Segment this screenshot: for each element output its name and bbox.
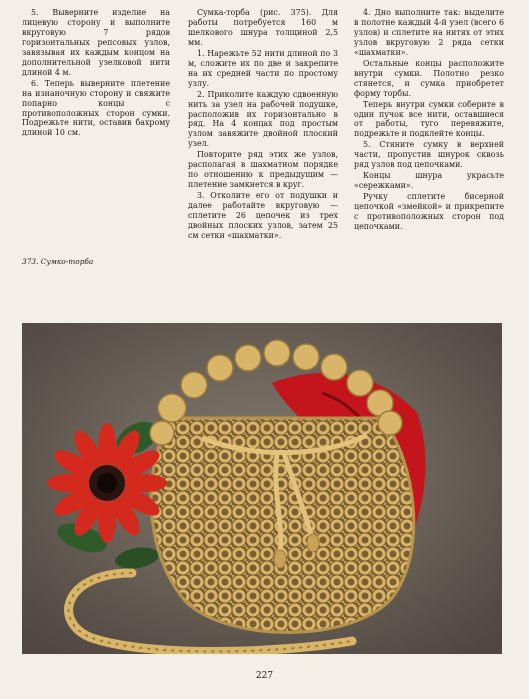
paragraph: 3. Отколите его от подушки и далее работайте вкруговую — сплетите 26 цепочек из трех двойных плоских узлов, затем 25 см сетки «шахматки». [188, 191, 338, 240]
paragraph: 6. Теперь выверните плетение на изнаночную сторону и свяжите попарно концы с противоположных сторон сумки. Подрежьте нити, оставив бахрому длиной 10 см. [22, 78, 170, 138]
paragraph: Теперь внутри сумки соберите в один пучок все нити, оставшиеся от работы, туго перевяжите, подрежьте и подклейте концы. [354, 99, 504, 139]
text-column-1 [22, 8, 170, 139]
text-column-3 [354, 8, 504, 233]
text-column-2 [188, 8, 338, 242]
paragraph: Концы шнура украсьте «сережками». [354, 171, 504, 191]
figure-caption: 373. Сумко-торба [22, 257, 94, 266]
page-number: 227 [255, 671, 274, 681]
tassel [274, 550, 286, 568]
paragraph: 4. Дно выполните так: выделите в полотне каждый 4-й узел (всего 6 узлов) и сплетите на нитях от этих узлов вкруговую 2 ряда сетки «шахматки». [354, 8, 504, 57]
paragraph: 5. Стяните сумку в верхней части, пропустив шнурок сквозь ряд узлов под цепочками. [354, 140, 504, 170]
paragraph: 5. Выверните изделие на лицевую сторону и выполните вкруговую 7 рядов горизонтальных репсовых узлов, завязывая их каждым концом на дополнительной узелковой нити длиной 4 м. [22, 8, 170, 77]
paragraph: 2. Приколите каждую сдвоенную нить за узел на рабочей подушке, расположив их горизонтально в ряд. На 4 концах под простым узлом завяжите двойной плоский узел. [188, 89, 338, 149]
paragraph: Сумка-торба (рис. 375). Для работы потребуется 160 м шелкового шнура толщиной 2,5 мм. [188, 8, 338, 47]
paragraph: Остальные концы расположите внутри сумки. Полотно резко стянется, и сумка приобретет форму торбы. [354, 58, 504, 98]
paragraph: 1. Нарежьте 52 нити длиной по 3 м, сложите их по две и закрепите на их средней части по простому узлу. [188, 48, 338, 88]
paragraph: Повторите ряд этих же узлов, располагая в шахматном порядке по отношению к предыдущим — плетение замкнется в круг. [188, 150, 338, 190]
bag-illustration [22, 323, 502, 654]
paragraph: Ручку сплетите бисерной цепочкой «змейкой» и прикрепите с противоположных сторон под цепочками. [354, 192, 504, 232]
tassel [307, 534, 319, 552]
bag-photo [22, 323, 502, 654]
